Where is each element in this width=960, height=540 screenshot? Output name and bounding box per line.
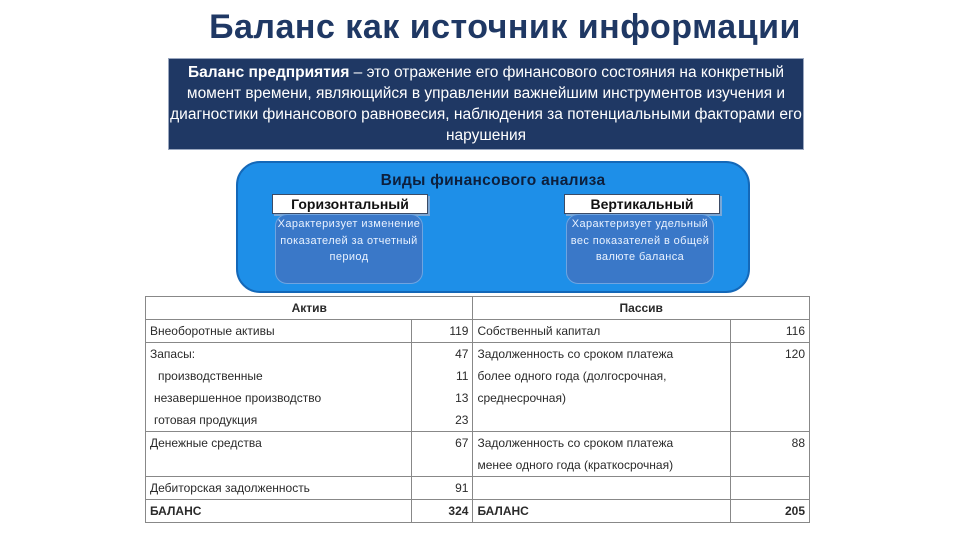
liability-value — [731, 387, 810, 409]
definition-term: Баланс предприятия — [188, 64, 350, 81]
asset-label: готовая продукция — [146, 409, 412, 432]
asset-label: незавершенное производство — [146, 387, 412, 409]
vertical-analysis-label: Вертикальный — [564, 194, 720, 214]
table-row — [146, 409, 810, 432]
asset-value — [411, 454, 473, 477]
liability-label: Задолженность со сроком платежа — [473, 432, 731, 455]
liability-value — [731, 477, 810, 500]
table-row — [146, 343, 810, 366]
liability-value — [731, 454, 810, 477]
page-title: Баланс как источник информации — [209, 8, 801, 46]
asset-value: 119 — [411, 320, 473, 343]
definition-text: – это отражение его финансового состояния на конкретный момент времени, являющийся в управлении важнейшим инструментов изучения и диагностики финансового равновесия, наблюдения за потенциальными факторами его нарушения — [170, 64, 802, 144]
table-row — [146, 454, 810, 477]
asset-value: 23 — [411, 409, 473, 432]
liability-label: среднесрочная) — [473, 387, 731, 409]
asset-value: 47 — [411, 343, 473, 366]
asset-label: Внеоборотные активы — [146, 320, 412, 343]
asset-header: Актив — [146, 297, 473, 320]
asset-value: 13 — [411, 387, 473, 409]
liability-label: Собственный капитал — [473, 320, 731, 343]
balance-total-row — [146, 500, 810, 523]
liability-label — [473, 477, 731, 500]
table-row — [146, 387, 810, 409]
liability-total-value: 205 — [731, 500, 810, 523]
liability-value — [731, 365, 810, 387]
liability-value: 88 — [731, 432, 810, 455]
definition-box — [168, 58, 804, 150]
liability-header: Пассив — [473, 297, 810, 320]
liability-value — [731, 409, 810, 432]
liability-label: Задолженность со сроком платежа — [473, 343, 731, 366]
asset-value: 11 — [411, 365, 473, 387]
asset-value: 91 — [411, 477, 473, 500]
asset-label: Дебиторская задолженность — [146, 477, 412, 500]
asset-total-value: 324 — [411, 500, 473, 523]
balance-table — [145, 296, 810, 523]
liability-label: более одного года (долгосрочная, — [473, 365, 731, 387]
asset-label: Запасы: — [146, 343, 412, 366]
analysis-title: Виды финансового анализа — [380, 172, 606, 189]
table-row — [146, 477, 810, 500]
vertical-analysis-description: Характеризует удельный вес показателей в общей валюте баланса — [566, 214, 714, 284]
asset-label: Денежные средства — [146, 432, 412, 455]
asset-label — [146, 454, 412, 477]
horizontal-analysis-description: Характеризует изменение показателей за отчетный период — [275, 214, 423, 284]
liability-label — [473, 409, 731, 432]
table-row — [146, 432, 810, 455]
asset-value: 67 — [411, 432, 473, 455]
asset-total-label: БАЛАНС — [146, 500, 412, 523]
liability-total-label: БАЛАНС — [473, 500, 731, 523]
balance-header-row — [146, 297, 810, 320]
liability-label: менее одного года (краткосрочная) — [473, 454, 731, 477]
table-row — [146, 365, 810, 387]
table-row — [146, 320, 810, 343]
liability-value: 116 — [731, 320, 810, 343]
liability-value: 120 — [731, 343, 810, 366]
horizontal-analysis-label: Горизонтальный — [272, 194, 428, 214]
asset-label: производственные — [146, 365, 412, 387]
